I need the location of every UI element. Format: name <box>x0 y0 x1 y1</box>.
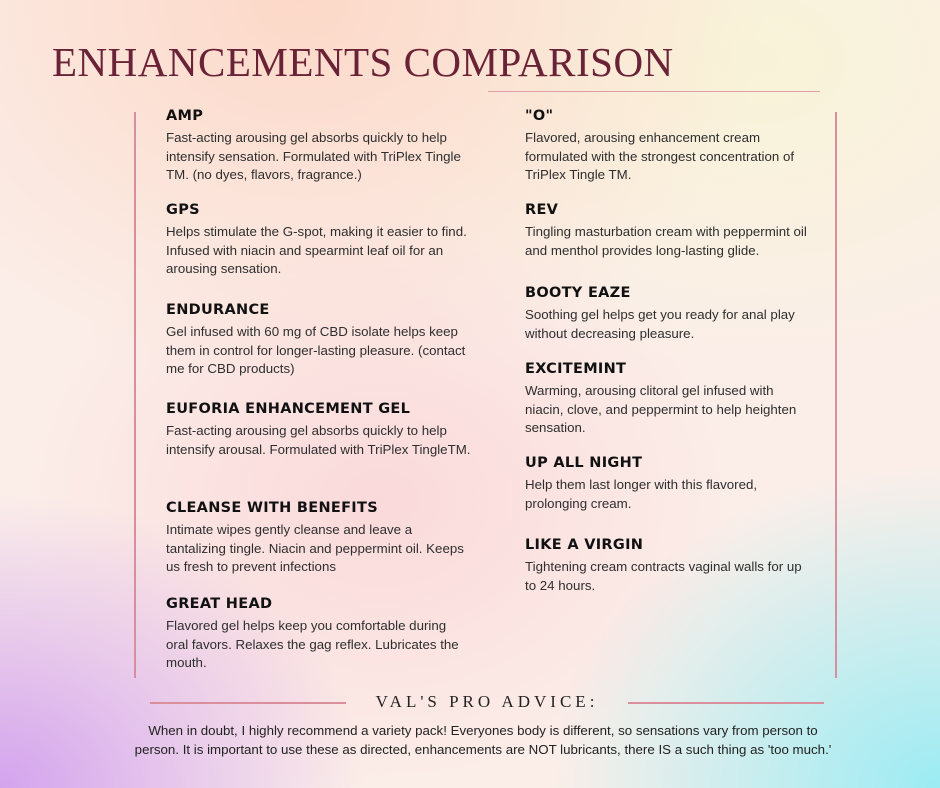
product-description: Gel infused with 60 mg of CBD isolate helps keep them in control for longer-lasting pleasure. (contact me for CBD products) <box>166 324 466 377</box>
product-name: ENDURANCE <box>166 302 270 318</box>
product-item <box>525 537 810 595</box>
advice-heading: VAL'S PRO ADVICE: <box>375 692 599 711</box>
product-name: REV <box>525 202 559 218</box>
product-description: Fast-acting arousing gel absorbs quickly to help intensify sensation. Formulated with TriPlex Tingle TM. (no dyes, flavors, fragrance.) <box>166 130 461 183</box>
product-name: EUFORIA ENHANCEMENT GEL <box>166 401 411 417</box>
product-description: Flavored gel helps keep you comfortable during oral favors. Relaxes the gag reflex. Lubricates the mouth. <box>166 618 459 671</box>
product-item <box>166 596 471 673</box>
product-name: BOOTY EAZE <box>525 285 631 301</box>
product-description: Help them last longer with this flavored, prolonging cream. <box>525 477 758 511</box>
product-name: CLEANSE WITH BENEFITS <box>166 500 378 516</box>
product-description: Intimate wipes gently cleanse and leave a tantalizing tingle. Niacin and peppermint oil. Keeps us fresh to prevent infections <box>166 522 464 575</box>
product-name: EXCITEMINT <box>525 361 627 377</box>
advice-header <box>150 692 824 714</box>
page-title: ENHANCEMENTS COMPARISON <box>52 39 674 85</box>
left-column-divider <box>134 112 136 678</box>
product-item <box>166 500 471 577</box>
product-item <box>525 455 810 513</box>
title-divider <box>488 91 820 92</box>
product-item <box>166 302 471 379</box>
product-description: Helps stimulate the G-spot, making it easier to find. Infused with niacin and spearmint leaf oil for an arousing sensation. <box>166 224 467 277</box>
product-item <box>166 108 471 185</box>
product-name: UP ALL NIGHT <box>525 455 643 471</box>
product-item <box>525 202 810 260</box>
product-description: Fast-acting arousing gel absorbs quickly to help intensify arousal. Formulated with TriPlex TingleTM. <box>166 423 471 457</box>
advice-divider-right <box>628 702 824 704</box>
advice-divider-left <box>150 702 346 704</box>
product-description: Tightening cream contracts vaginal walls for up to 24 hours. <box>525 559 802 593</box>
right-column-divider <box>835 112 837 678</box>
product-name: "O" <box>525 108 554 124</box>
product-name: GREAT HEAD <box>166 596 273 612</box>
product-item <box>166 401 471 459</box>
product-description: Tingling masturbation cream with peppermint oil and menthol provides long-lasting glide. <box>525 224 807 258</box>
product-name: AMP <box>166 108 204 124</box>
product-name: GPS <box>166 202 200 218</box>
product-description: Flavored, arousing enhancement cream formulated with the strongest concentration of TriPlex Tingle TM. <box>525 130 795 183</box>
product-item <box>525 361 810 438</box>
product-item <box>525 285 810 343</box>
product-item <box>166 202 471 279</box>
product-description: Warming, arousing clitoral gel infused with niacin, clove, and peppermint to help heighten sensation. <box>525 383 797 436</box>
product-item <box>525 108 810 185</box>
product-name: LIKE A VIRGIN <box>525 537 644 553</box>
product-description: Soothing gel helps get you ready for anal play without decreasing pleasure. <box>525 307 795 341</box>
advice-text: When in doubt, I highly recommend a variety pack! Everyones body is different, so sensations vary from person to person. It is important to use these as directed, enhancements are NOT lubricants, there IS a such thing as 'too much.' <box>134 723 832 757</box>
